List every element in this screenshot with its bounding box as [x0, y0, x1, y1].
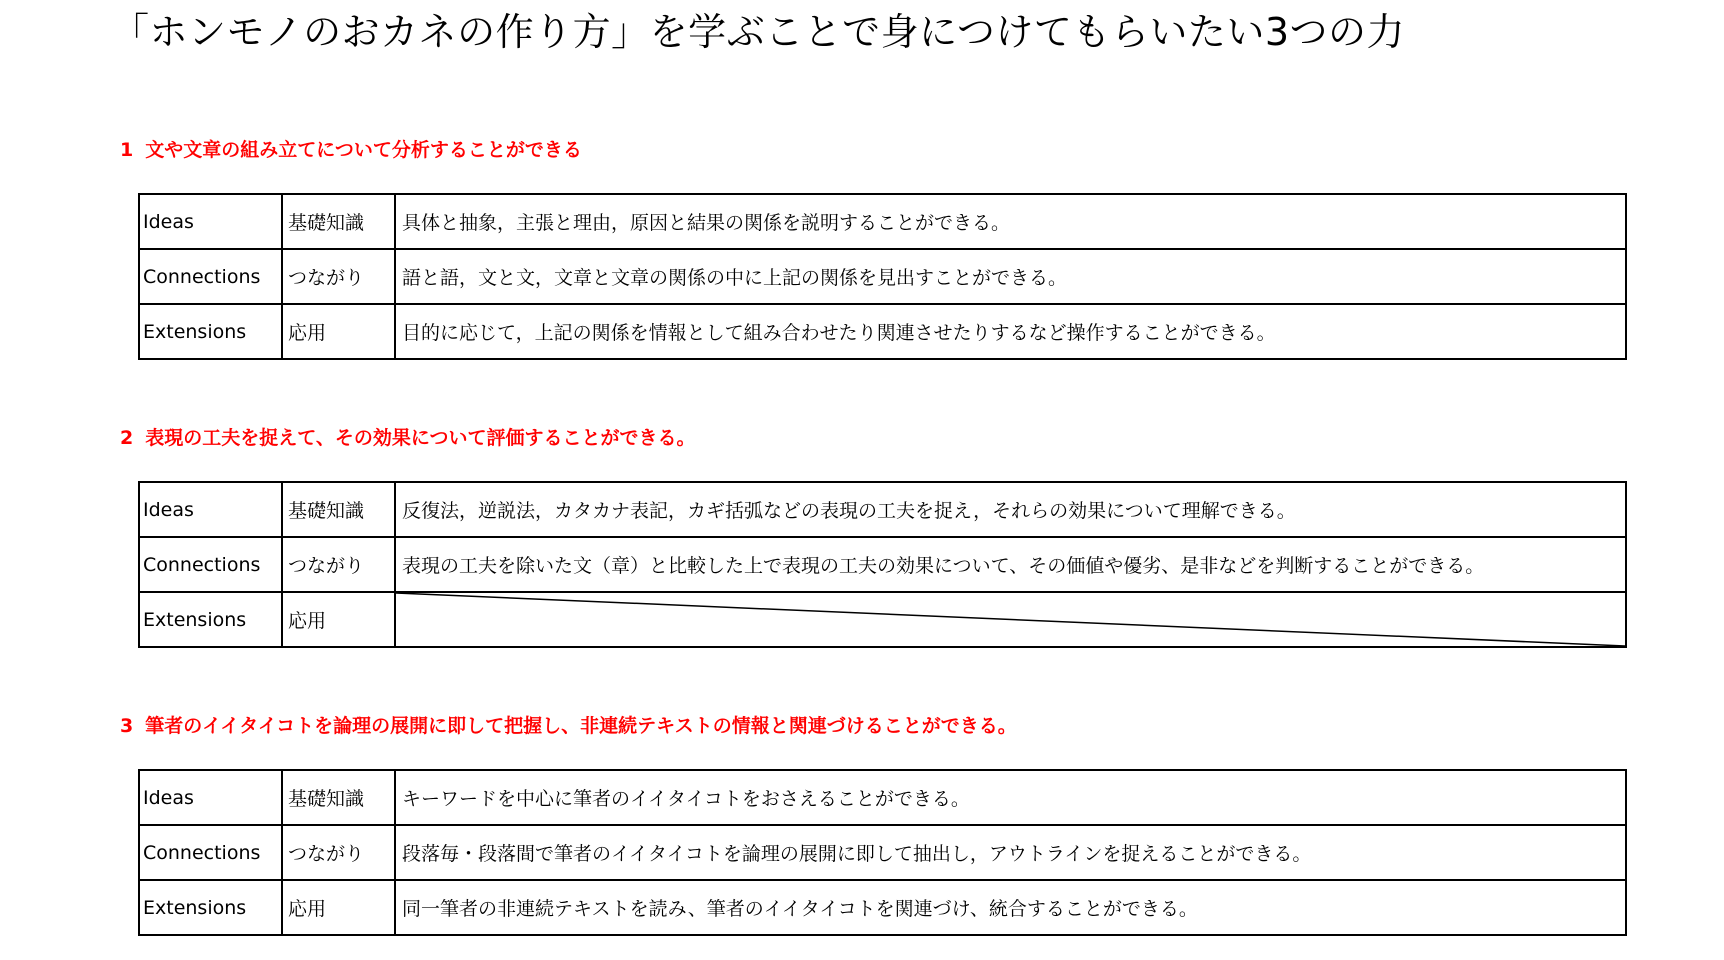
row-description: 表現の工夫を除いた文（章）と比較した上で表現の工夫の効果について、その価値や優劣、是非などを判断することができる。	[395, 537, 1626, 592]
table-row	[139, 537, 1626, 592]
section-heading-text: 筆者のイイタイコトを論理の展開に即して把握し、非連続テキストの情報と関連づけることができる。	[145, 715, 1017, 737]
table-row	[139, 304, 1626, 359]
row-label-jp: 応用	[282, 304, 395, 359]
row-label-en: Extensions	[139, 304, 282, 359]
row-label-jp: 基礎知識	[282, 482, 395, 537]
row-label-jp: 基礎知識	[282, 770, 395, 825]
row-label-en: Ideas	[139, 194, 282, 249]
section-number: 2	[120, 427, 134, 449]
table-row	[139, 482, 1626, 537]
row-description: 同一筆者の非連続テキストを読み、筆者のイイタイコトを関連づけ、統合することができる。	[395, 880, 1626, 935]
row-description: 具体と抽象，主張と理由，原因と結果の関係を説明することができる。	[395, 194, 1626, 249]
table-row	[139, 592, 1626, 647]
competency-table-2	[138, 481, 1627, 648]
row-label-jp: つながり	[282, 825, 395, 880]
page-title: 「ホンモノのおカネの作り方」を学ぶことで身につけてもらいたい3つの力	[111, 10, 1406, 54]
row-label-jp: つながり	[282, 537, 395, 592]
section-heading-text: 文や文章の組み立てについて分析することができる	[145, 139, 582, 161]
section-number: 1	[120, 139, 134, 161]
section-heading-3	[120, 713, 1017, 739]
table-row	[139, 770, 1626, 825]
row-label-en: Extensions	[139, 880, 282, 935]
competency-table-3	[138, 769, 1627, 936]
section-heading-2	[120, 425, 695, 451]
row-description: 段落毎・段落間で筆者のイイタイコトを論理の展開に即して抽出し，アウトラインを捉えることができる。	[395, 825, 1626, 880]
row-label-jp: つながり	[282, 249, 395, 304]
table-row	[139, 880, 1626, 935]
section-number: 3	[120, 715, 134, 737]
table-row	[139, 825, 1626, 880]
row-label-en: Connections	[139, 825, 282, 880]
row-label-en: Ideas	[139, 482, 282, 537]
empty-cell	[395, 592, 1626, 647]
row-label-en: Ideas	[139, 770, 282, 825]
table-row	[139, 194, 1626, 249]
competency-table-1	[138, 193, 1627, 360]
row-description: 目的に応じて，上記の関係を情報として組み合わせたり関連させたりするなど操作することができる。	[395, 304, 1626, 359]
diagonal-slash	[396, 593, 1625, 646]
row-label-en: Connections	[139, 249, 282, 304]
table-row	[139, 249, 1626, 304]
row-description: 語と語，文と文，文章と文章の関係の中に上記の関係を見出すことができる。	[395, 249, 1626, 304]
row-label-jp: 基礎知識	[282, 194, 395, 249]
row-description: キーワードを中心に筆者のイイタイコトをおさえることができる。	[395, 770, 1626, 825]
row-label-jp: 応用	[282, 592, 395, 647]
row-label-en: Connections	[139, 537, 282, 592]
row-description: 反復法，逆説法，カタカナ表記，カギ括弧などの表現の工夫を捉え，それらの効果について理解できる。	[395, 482, 1626, 537]
row-label-en: Extensions	[139, 592, 282, 647]
row-label-jp: 応用	[282, 880, 395, 935]
section-heading-text: 表現の工夫を捉えて、その効果について評価することができる。	[145, 427, 696, 449]
section-heading-1	[120, 137, 582, 163]
